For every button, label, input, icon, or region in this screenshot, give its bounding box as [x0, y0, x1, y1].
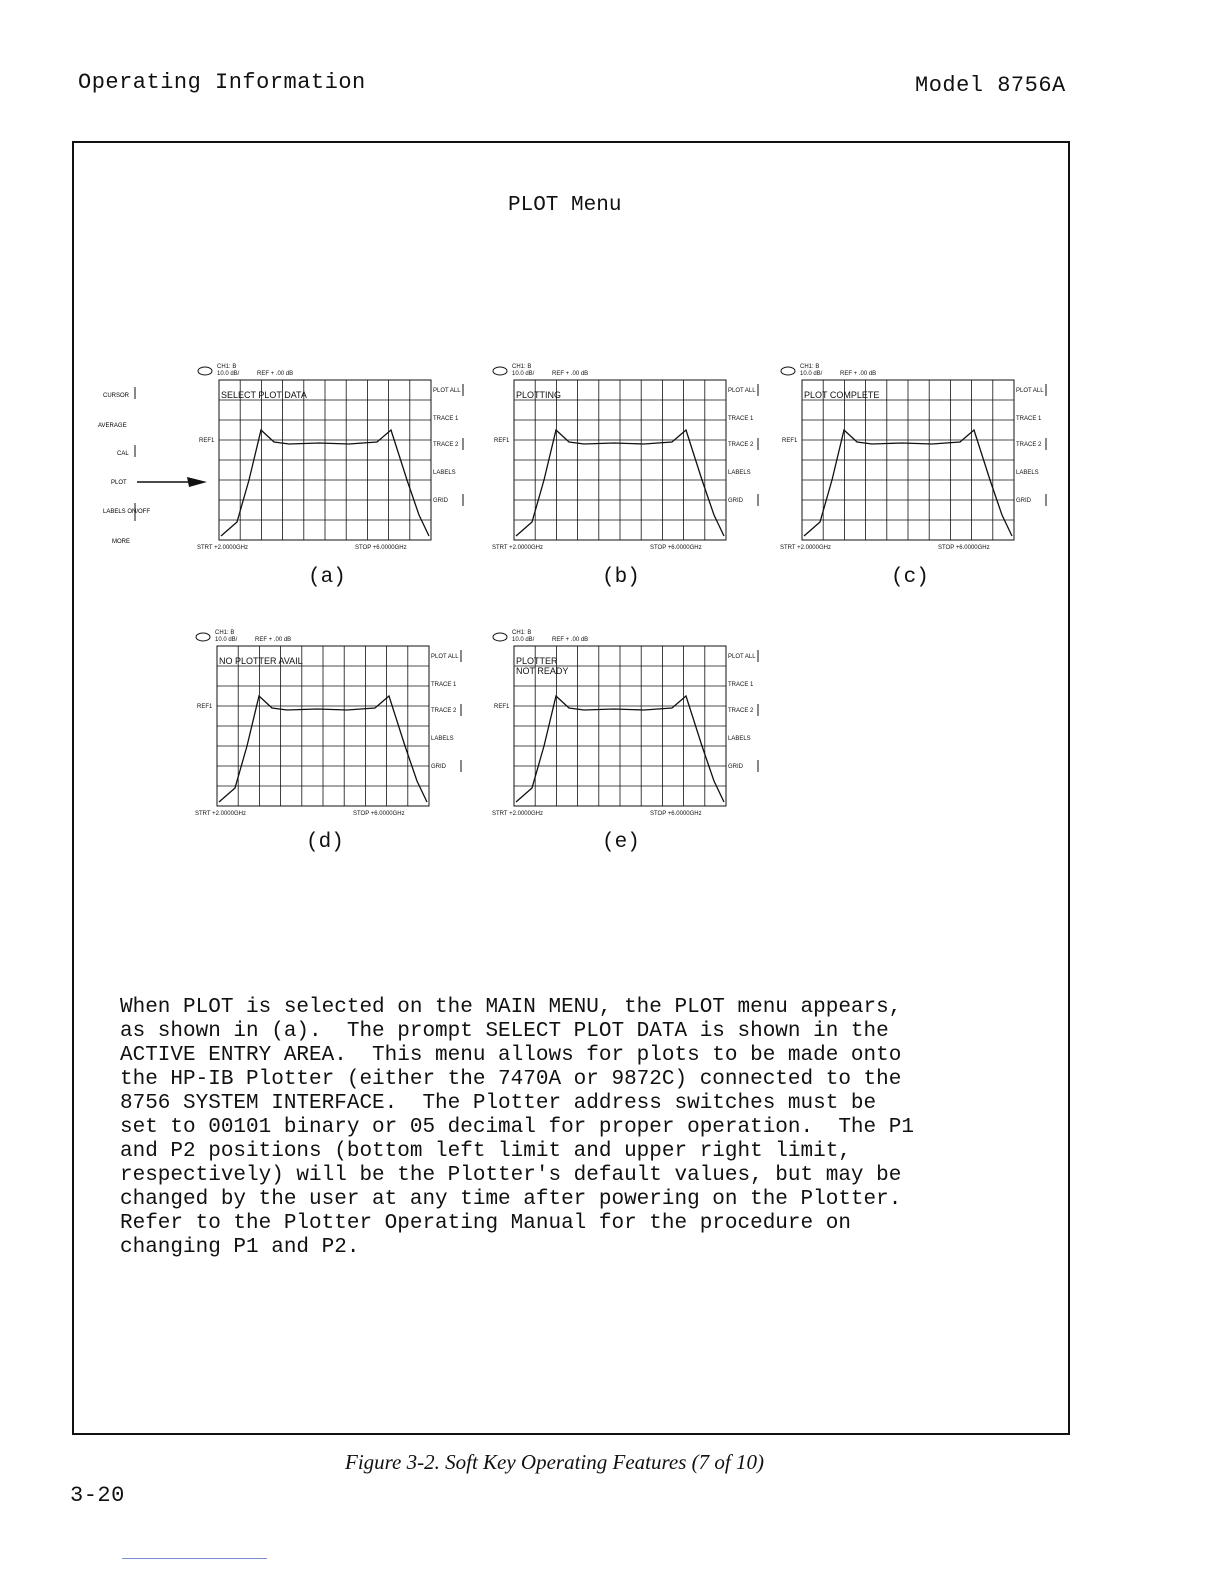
start-freq-label: STRT +2.0000GHz: [195, 811, 246, 817]
softkey-label: TRACE 1: [431, 682, 457, 688]
figure-caption: Figure 3-2. Soft Key Operating Features (7 of 10): [345, 1450, 764, 1474]
stop-freq-label: STOP +6.0000GHz: [353, 811, 405, 817]
ref1-marker: REF1: [782, 438, 798, 444]
softkey-label: PLOT ALL: [433, 388, 461, 394]
plot-menu-title: PLOT Menu: [508, 194, 622, 217]
ref-level-label: REF + .00 dB: [255, 637, 292, 643]
stop-freq-label: STOP +6.0000GHz: [650, 545, 702, 551]
screen-a: [195, 362, 465, 562]
active-entry-message: PLOTTER: [516, 656, 558, 666]
scale-label: 10.0 dB/: [217, 371, 240, 377]
active-entry-message: NOT READY: [516, 666, 569, 676]
scale-label: 10.0 dB/: [800, 371, 823, 377]
softkey-label: PLOT ALL: [1016, 388, 1044, 394]
screen-e: [490, 628, 760, 828]
channel-label: CH1: B: [215, 630, 235, 636]
softkey-label: GRID: [1016, 498, 1031, 504]
softkey-label: TRACE 2: [728, 708, 754, 714]
panel-c: [778, 362, 1048, 562]
panel-e: [490, 628, 760, 828]
start-freq-label: STRT +2.0000GHz: [492, 545, 543, 551]
scale-label: 10.0 dB/: [512, 637, 535, 643]
screen-grid: [802, 380, 1014, 540]
softkey-column: [1016, 384, 1046, 506]
active-entry-message: NO PLOTTER AVAIL: [219, 656, 303, 666]
screen-header: [493, 364, 588, 377]
stop-freq-label: STOP +6.0000GHz: [938, 545, 990, 551]
screen-grid: [514, 380, 726, 540]
menu-key-cal: CAL: [117, 451, 129, 457]
start-freq-label: STRT +2.0000GHz: [492, 811, 543, 817]
stop-freq-label: STOP +6.0000GHz: [650, 811, 702, 817]
ref1-marker: REF1: [199, 438, 215, 444]
menu-key-cursor: CURSOR: [103, 393, 130, 399]
page-number: 3-20: [70, 1483, 125, 1508]
caption-d: (d): [306, 831, 344, 854]
channel-indicator-icon: [493, 633, 507, 641]
softkey-column: [433, 384, 463, 506]
softkey-label: TRACE 1: [728, 416, 754, 422]
caption-b: (b): [602, 566, 640, 589]
running-header-right: Model 8756A: [915, 73, 1066, 98]
screen-grid: [217, 646, 429, 806]
softkey-label: LABELS: [1016, 470, 1039, 476]
softkey-label: GRID: [431, 764, 446, 770]
panel-d: [193, 628, 463, 828]
channel-label: CH1: B: [512, 364, 532, 370]
softkey-label: GRID: [728, 764, 743, 770]
bottom-rule: [122, 1558, 267, 1559]
softkey-column: [728, 650, 758, 772]
screen-c: [778, 362, 1048, 562]
softkey-label: GRID: [728, 498, 743, 504]
screen-header: [198, 364, 293, 377]
start-freq-label: STRT +2.0000GHz: [197, 545, 248, 551]
panel-a: [195, 362, 465, 562]
softkey-label: LABELS: [728, 736, 751, 742]
softkey-label: LABELS: [433, 470, 456, 476]
menu-key-plot: PLOT: [111, 480, 127, 486]
running-header-left: Operating Information: [78, 70, 366, 95]
ref1-marker: REF1: [197, 704, 213, 710]
softkey-label: GRID: [433, 498, 448, 504]
channel-label: CH1: B: [217, 364, 237, 370]
channel-label: CH1: B: [512, 630, 532, 636]
screen-header: [493, 630, 588, 643]
softkey-label: LABELS: [431, 736, 454, 742]
softkey-label: TRACE 1: [1016, 416, 1042, 422]
menu-key-labels: LABELS ON/OFF: [103, 509, 151, 515]
ref1-marker: REF1: [494, 438, 510, 444]
active-entry-message: PLOT COMPLETE: [804, 390, 880, 400]
ref-level-label: REF + .00 dB: [840, 371, 877, 377]
softkey-label: TRACE 1: [433, 416, 459, 422]
scale-label: 10.0 dB/: [512, 371, 535, 377]
screen-header: [781, 364, 876, 377]
active-entry-message: SELECT PLOT DATA: [221, 390, 307, 400]
softkey-label: TRACE 1: [728, 682, 754, 688]
panel-b: [490, 362, 760, 562]
softkey-label: PLOT ALL: [728, 654, 756, 660]
menu-key-average: AVERAGE: [98, 423, 127, 429]
channel-label: CH1: B: [800, 364, 820, 370]
scale-label: 10.0 dB/: [215, 637, 238, 643]
caption-e: (e): [602, 831, 640, 854]
ref-level-label: REF + .00 dB: [552, 371, 589, 377]
softkey-label: TRACE 2: [1016, 442, 1042, 448]
channel-indicator-icon: [781, 367, 795, 375]
ref-level-label: REF + .00 dB: [552, 637, 589, 643]
channel-indicator-icon: [493, 367, 507, 375]
start-freq-label: STRT +2.0000GHz: [780, 545, 831, 551]
caption-a: (a): [308, 566, 346, 589]
softkey-label: PLOT ALL: [728, 388, 756, 394]
menu-key-more: MORE: [112, 539, 130, 545]
channel-indicator-icon: [198, 367, 212, 375]
stop-freq-label: STOP +6.0000GHz: [355, 545, 407, 551]
softkey-label: TRACE 2: [433, 442, 459, 448]
ref1-marker: REF1: [494, 704, 510, 710]
softkey-column: [431, 650, 461, 772]
channel-indicator-icon: [196, 633, 210, 641]
softkey-label: PLOT ALL: [431, 654, 459, 660]
softkey-label: LABELS: [728, 470, 751, 476]
softkey-column: [728, 384, 758, 506]
active-entry-message: PLOTTING: [516, 390, 562, 400]
screen-d: [193, 628, 463, 828]
ref-level-label: REF + .00 dB: [257, 371, 294, 377]
caption-c: (c): [891, 566, 929, 589]
softkey-label: TRACE 2: [431, 708, 457, 714]
softkey-label: TRACE 2: [728, 442, 754, 448]
screen-header: [196, 630, 291, 643]
screen-b: [490, 362, 760, 562]
screen-grid: [219, 380, 431, 540]
body-paragraph: When PLOT is selected on the MAIN MENU, the PLOT menu appears, as shown in (a). The prompt SELECT PLOT DATA is shown in the ACTIVE ENTRY AREA. This menu allows for plots to be made onto the HP-IB Plotter (either the 7470A or 9872C) connected to the 8756 SYSTEM INTERFACE. The Plotter address switches must be set to 00101 binary or 05 decimal for proper operation. The P1 and P2 positions (bottom left limit and upper right limit, respectively) will be the Plotter's default values, but may be changed by the user at any time after powering on the Plotter. Refer to the Plotter Operating Manual for the procedure on changing P1 and P2.: [120, 996, 914, 1259]
